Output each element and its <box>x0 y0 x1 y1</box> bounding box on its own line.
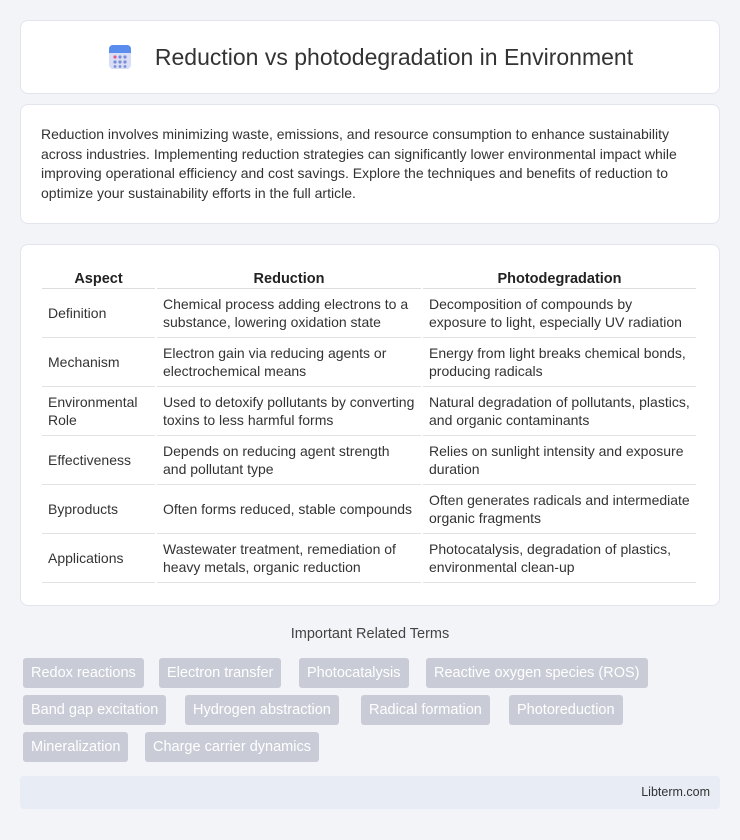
photodegradation-cell: Often generates radicals and intermediate organic fragments <box>423 485 696 534</box>
tag-redox-reactions[interactable]: Redox reactions <box>23 658 144 688</box>
photodegradation-cell: Relies on sunlight intensity and exposure duration <box>423 436 696 485</box>
intro-text: Reduction involves minimizing waste, emissions, and resource consumption to enhance sustainability across industries. Implementing reduction strategies can significantly lower environmental impact while improving operational efficiency and cost savings. Explore the techniques and benefits of reduction to optimize your sustainability efforts in the full article. <box>41 126 677 201</box>
title-wrap <box>107 44 633 71</box>
table-row <box>42 485 696 534</box>
table-header-row <box>42 265 696 289</box>
footer-site-link[interactable]: Libterm.com <box>641 785 710 799</box>
table-row <box>42 387 696 436</box>
tag-photocatalysis[interactable]: Photocatalysis <box>299 658 409 688</box>
page-title: Reduction vs photodegradation in Environment <box>154 43 634 70</box>
aspect-cell: Effectiveness <box>42 436 155 485</box>
reduction-cell: Depends on reducing agent strength and pollutant type <box>157 436 421 485</box>
aspect-cell: Definition <box>42 289 155 338</box>
related-terms-title: Important Related Terms <box>290 626 450 642</box>
intro-card <box>20 104 720 224</box>
tag-mineralization[interactable]: Mineralization <box>23 732 128 762</box>
tag-charge-carrier-dynamics[interactable]: Charge carrier dynamics <box>145 732 319 762</box>
table-row <box>42 289 696 338</box>
tag-photoreduction[interactable]: Photoreduction <box>509 695 623 725</box>
header-aspect: Aspect <box>42 265 155 289</box>
aspect-cell: Byproducts <box>42 485 155 534</box>
tag-reactive-oxygen-species[interactable]: Reactive oxygen species (ROS) <box>426 658 648 688</box>
header-reduction: Reduction <box>157 265 421 289</box>
reduction-cell: Electron gain via reducing agents or electrochemical means <box>157 338 421 387</box>
header-photodegradation: Photodegradation <box>423 265 696 289</box>
photodegradation-cell: Decomposition of compounds by exposure to light, especially UV radiation <box>423 289 696 338</box>
aspect-cell: Mechanism <box>42 338 155 387</box>
tag-hydrogen-abstraction[interactable]: Hydrogen abstraction <box>185 695 339 725</box>
table-row <box>42 338 696 387</box>
tag-electron-transfer[interactable]: Electron transfer <box>159 658 281 688</box>
aspect-cell: Applications <box>42 534 155 583</box>
reduction-cell: Used to detoxify pollutants by converting toxins to less harmful forms <box>157 387 421 436</box>
table-row <box>42 534 696 583</box>
aspect-cell: Environmental Role <box>42 387 155 436</box>
reduction-cell: Wastewater treatment, remediation of heavy metals, organic reduction <box>157 534 421 583</box>
header-card <box>20 20 720 94</box>
comparison-card <box>20 244 720 606</box>
photodegradation-cell: Natural degradation of pollutants, plastics, and organic contaminants <box>423 387 696 436</box>
comparison-table <box>40 265 698 583</box>
photodegradation-cell: Photocatalysis, degradation of plastics, environmental clean-up <box>423 534 696 583</box>
reduction-cell: Chemical process adding electrons to a substance, lowering oxidation state <box>157 289 421 338</box>
table-row <box>42 436 696 485</box>
footer <box>20 776 720 809</box>
tag-radical-formation[interactable]: Radical formation <box>361 695 490 725</box>
tag-band-gap-excitation[interactable]: Band gap excitation <box>23 695 166 725</box>
reduction-cell: Often forms reduced, stable compounds <box>157 485 421 534</box>
photodegradation-cell: Energy from light breaks chemical bonds, producing radicals <box>423 338 696 387</box>
calculator-icon <box>107 44 133 70</box>
